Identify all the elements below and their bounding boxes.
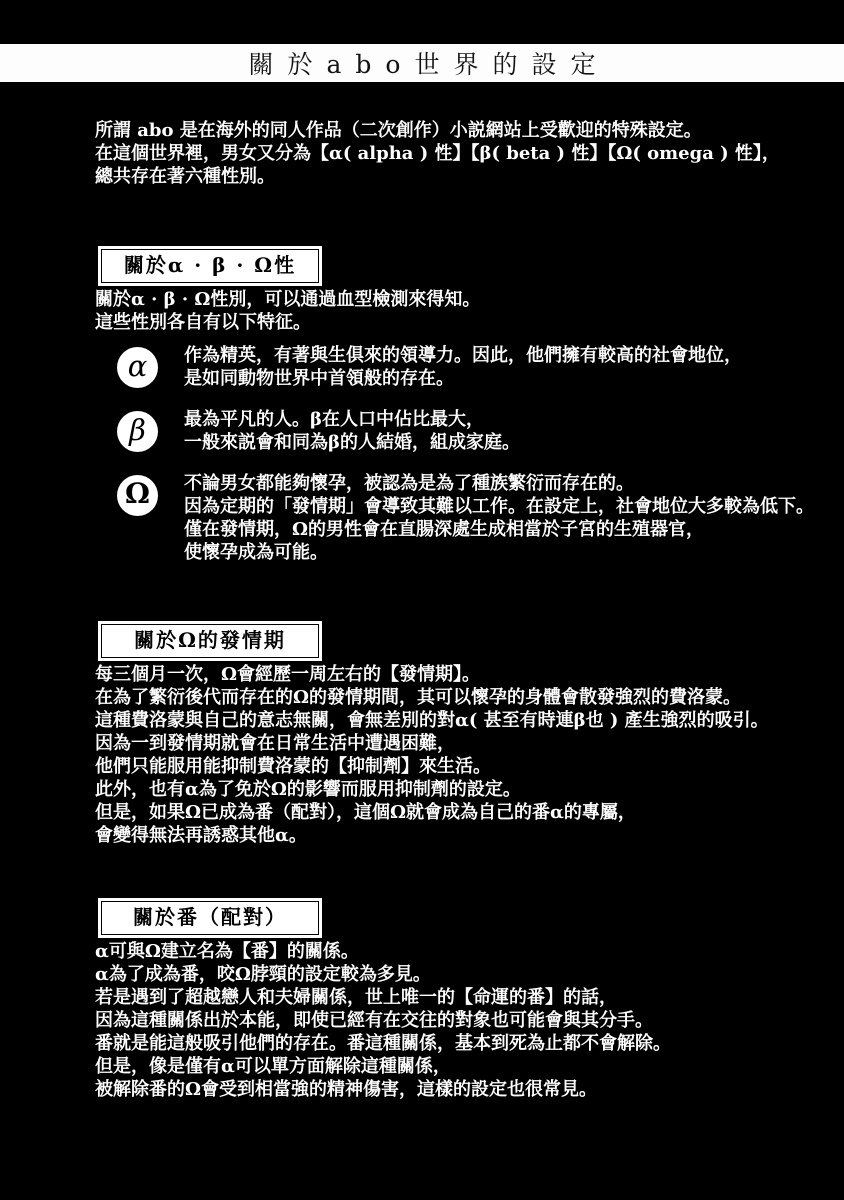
section-body [95,940,824,1101]
text-line: 一般來説會和同為β的人結婚，組成家庭。 [184,432,520,453]
text-line: 關於α · β · Ω性別，可以通過血型檢測來得知。 [95,289,481,310]
text-line: 僅在發情期，Ω的男性會在直腸深處生成相當於子宮的生殖器官， [184,519,705,540]
text-line: 是如同動物世界中首領般的存在。 [184,368,454,389]
type-description [184,472,814,564]
text-line: 這些性別各自有以下特征。 [95,312,311,333]
type-row-omega [95,472,824,564]
page-title: 關於abo世界的設定 [248,50,610,79]
page-content [0,82,844,1101]
text-line: 使懷孕成為可能。 [184,542,328,563]
omega-symbol-badge: Ω [117,475,158,516]
section-heading: 關於α · β · Ω性 [101,249,319,283]
type-description [184,408,520,454]
section-body [95,663,824,847]
text-line: 這種費洛蒙與自己的意志無關，會無差別的對α( 甚至有時連β也 ) 產生強烈的吸引。 [95,710,769,731]
text-line: 作為精英，有著與生俱來的領導力。因此，他們擁有較高的社會地位， [184,345,742,366]
text-line: 在為了繁衍後代而存在的Ω的發情期間，其可以懷孕的身體會散發強烈的費洛蒙。 [95,687,742,708]
text-line: 總共存在著六種性別。 [95,166,275,187]
text-line: 所謂 abo 是在海外的同人作品（二次創作）小説網站上受歡迎的特殊設定。 [95,120,702,141]
text-line: 每三個月一次，Ω會經歷一周左右的【發情期】。 [95,664,481,685]
type-row-beta [95,408,824,454]
text-line: 此外，也有α為了免於Ω的影響而服用抑制劑的設定。 [95,779,521,800]
text-line: 若是遇到了超越戀人和夫婦關係，世上唯一的【命運的番】的話， [95,987,617,1008]
intro-paragraph [95,119,824,188]
section-heading: 關於Ω的發情期 [101,624,319,658]
type-description [184,344,742,390]
section-heading: 關於番（配對） [101,901,319,935]
section-about-types [95,188,824,564]
alpha-symbol-badge: α [117,347,158,388]
section-pair-bond [95,847,824,1101]
text-line: 他們只能服用能抑制費洛蒙的【抑制劑】來生活。 [95,756,491,777]
text-line: 不論男女都能夠懷孕，被認為是為了種族繁衍而存在的。 [184,473,634,494]
text-line: α可與Ω建立名為【番】的關係。 [95,941,359,962]
text-line: α為了成為番，咬Ω脖頸的設定較為多見。 [95,964,431,985]
type-list [95,344,824,564]
title-band [0,44,844,82]
beta-symbol-badge: β [117,411,158,452]
text-line: 被解除番的Ω會受到相當強的精神傷害，這樣的設定也很常見。 [95,1079,598,1100]
text-line: 番就是能這般吸引他們的存在。番這種關係，基本到死為止都不會解除。 [95,1033,671,1054]
text-line: 最為平凡的人。β在人口中佔比最大， [184,409,484,430]
type-row-alpha [95,344,824,390]
text-line: 因為一到發情期就會在日常生活中遭遇困難， [95,733,455,754]
text-line: 會變得無法再誘惑其他α。 [95,825,307,846]
text-line: 在這個世界裡，男女又分為【α( alpha ) 性】【β( beta ) 性】【Ω( omega ) 性】， [95,143,780,164]
text-line: 因為這種關係出於本能，即使已經有在交往的對象也可能會與其分手。 [95,1010,653,1031]
section-heat-period [95,564,824,847]
section-body [95,288,824,334]
text-line: 但是，如果Ω已成為番（配對），這個Ω就會成為自己的番α的專屬， [95,802,636,823]
text-line: 因為定期的「發情期」會導致其難以工作。在設定上，社會地位大多較為低下。 [184,496,814,517]
text-line: 但是，像是僅有α可以單方面解除這種關係， [95,1056,451,1077]
